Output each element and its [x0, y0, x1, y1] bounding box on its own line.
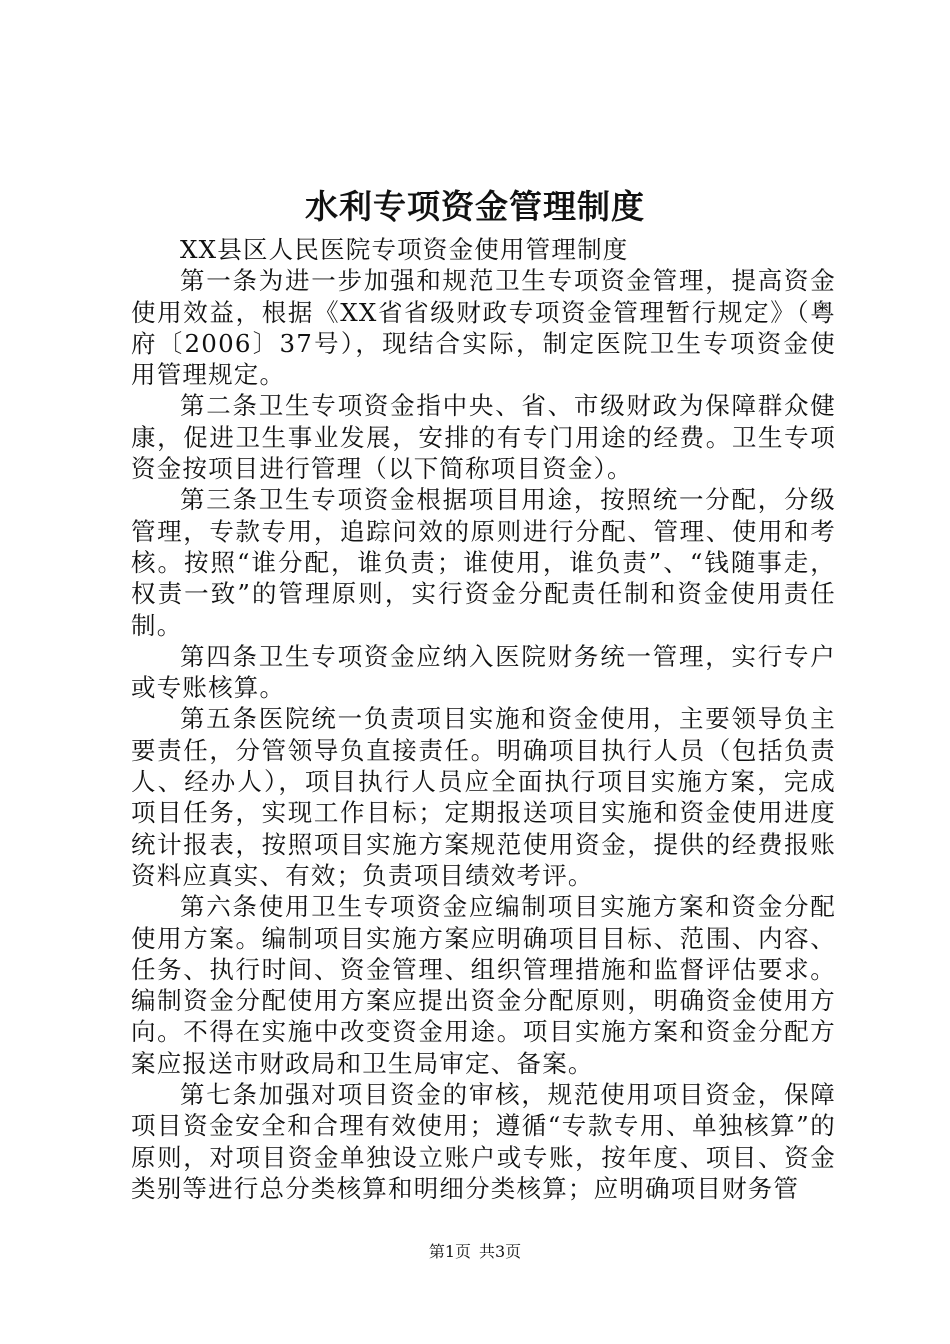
- document-title: 水利专项资金管理制度: [305, 187, 645, 226]
- article-1-paragraph: 第一条为进一步加强和规范卫生专项资金管理，提高资金使用效益，根据《XX省省级财政专项资金管理暂行规定》（粤府〔2006〕37号），现结合实际，制定医院卫生专项资金使用管理规定。: [131, 266, 836, 390]
- article-7-paragraph: 第七条加强对项目资金的审核，规范使用项目资金，保障项目资金安全和合理有效使用；遵循“专款专用、单独核算”的原则，对项目资金单独设立账户或专账，按年度、项目、资金类别等进行总分类核算和明细分类核算；应明确项目财务管: [131, 1080, 836, 1203]
- page-number: 第1页: [428, 1242, 471, 1261]
- subtitle-paragraph: XX县区人民医院专项资金使用管理制度: [180, 235, 629, 264]
- document-body: [131, 234, 836, 1204]
- article-2-paragraph: 第二条卫生专项资金指中央、省、市级财政为保障群众健康，促进卫生事业发展，安排的有专门用途的经费。卫生专项资金按项目进行管理（以下简称项目资金）。: [131, 391, 836, 484]
- article-3-paragraph: 第三条卫生专项资金根据项目用途，按照统一分配，分级管理，专款专用，追踪问效的原则进行分配、管理、使用和考核。按照“谁分配，谁负责；谁使用，谁负责”、“钱随事走，权责一致”的管理原则，实行资金分配责任制和资金使用责任制。: [131, 485, 836, 640]
- page-footer: [0, 1241, 950, 1263]
- article-5-paragraph: 第五条医院统一负责项目实施和资金使用，主要领导负主要责任，分管领导负直接责任。明确项目执行人员（包括负责人、经办人），项目执行人员应全面执行项目实施方案，完成项目任务，实现工作目标；定期报送项目实施和资金使用进度统计报表，按照项目实施方案规范使用资金，提供的经费报账资料应真实、有效；负责项目绩效考评。: [131, 704, 836, 890]
- article-4-paragraph: 第四条卫生专项资金应纳入医院财务统一管理，实行专户或专账核算。: [131, 641, 836, 703]
- page-total: 共3页: [479, 1242, 522, 1261]
- article-6-paragraph: 第六条使用卫生专项资金应编制项目实施方案和资金分配使用方案。编制项目实施方案应明确项目目标、范围、内容、任务、执行时间、资金管理、组织管理措施和监督评估要求。编制资金分配使用方案应提出资金分配原则，明确资金使用方向。不得在实施中改变资金用途。项目实施方案和资金分配方案应报送市财政局和卫生局审定、备案。: [131, 892, 836, 1078]
